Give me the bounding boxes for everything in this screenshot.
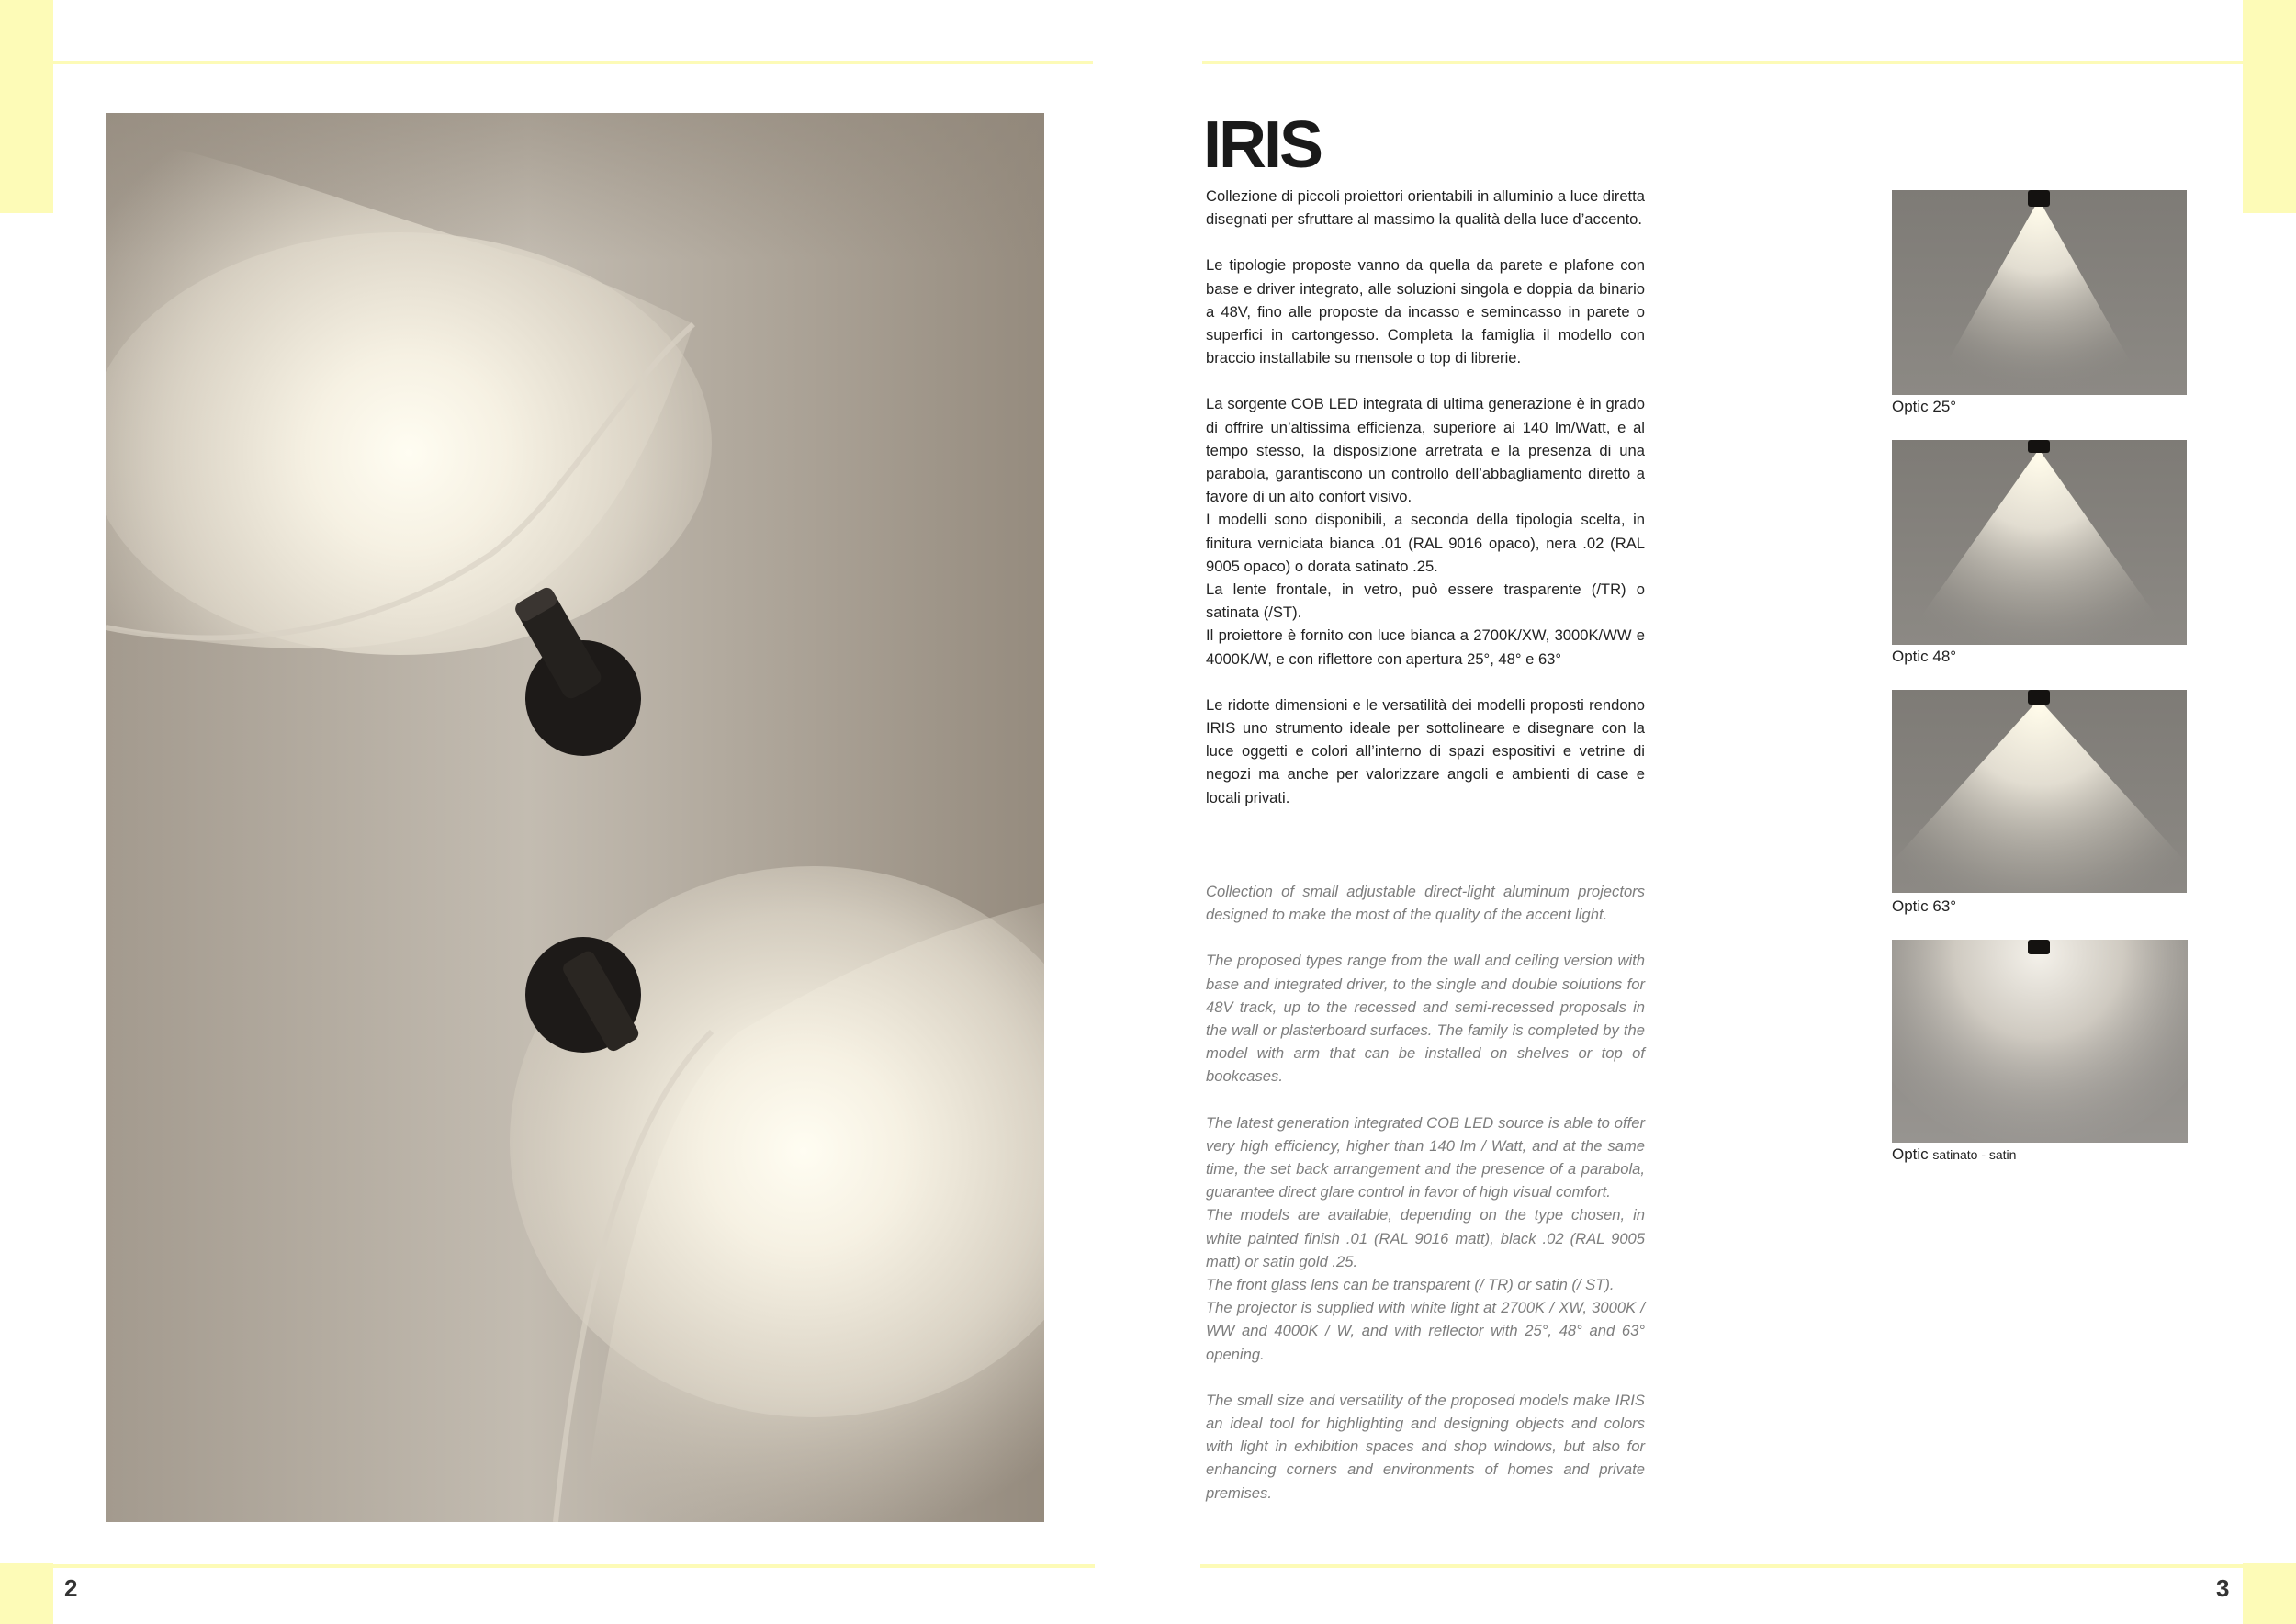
optic-satin-image xyxy=(1892,940,2188,1143)
optic-63-label xyxy=(1892,897,1956,916)
right-top-rule xyxy=(1202,61,2243,64)
page-number-right: 3 xyxy=(2216,1574,2230,1602)
optic-satin-label-suffix: satinato - satin xyxy=(1932,1147,2017,1162)
optic-satin-label xyxy=(1892,1145,2016,1164)
right-bottom-accent-bar xyxy=(2243,1563,2296,1624)
left-bottom-accent-bar xyxy=(0,1563,53,1624)
optic-25-image xyxy=(1892,190,2187,395)
italian-paragraph-types: Le tipologie proposte vanno da quella da parete e plafone con base e driver integrato, alle soluzioni singola e doppia da binario a 48V, fino alle proposte da incasso e semincasso in parete o superfici in cartongesso. Completa la famiglia il modello con braccio installabile su mensole o top di librerie. xyxy=(1206,256,1645,367)
right-top-accent-bar xyxy=(2243,0,2296,213)
english-paragraph-intro: Collection of small adjustable direct-light aluminum projectors designed to make the most of the quality of the accent light. xyxy=(1206,883,1645,924)
english-description xyxy=(1206,880,1645,1528)
italian-paragraph-light: Il proiettore è fornito con luce bianca a 2700K/XW, 3000K/WW e 4000K/W, e con riflettore con apertura 25°, 48° e 63° xyxy=(1206,626,1645,668)
italian-description xyxy=(1206,185,1645,832)
optic-25-label-text: Optic 25° xyxy=(1892,398,1957,415)
italian-paragraph-lens: La lente frontale, in vetro, può essere trasparente (/TR) o satinata (/ST). xyxy=(1206,581,1645,622)
right-bottom-rule xyxy=(1200,1564,2243,1568)
left-bottom-rule xyxy=(53,1564,1095,1568)
english-paragraph-finishes: The models are available, depending on the type chosen, in white painted finish .01 (RAL 9016 matt), black .02 (RAL 9005 matt) or satin gold .25. xyxy=(1206,1206,1645,1270)
optic-satin-label-text: Optic xyxy=(1892,1145,1933,1163)
optic-25-label xyxy=(1892,398,1956,416)
left-top-accent-bar xyxy=(0,0,53,213)
english-paragraph-lens: The front glass lens can be transparent (/ TR) or satin (/ ST). xyxy=(1206,1276,1615,1294)
italian-paragraph-finishes: I modelli sono disponibili, a seconda della tipologia scelta, in finitura verniciata bianca .01 (RAL 9016 opaco), nera .02 (RAL 9005 opaco) o dorata satinato .25. xyxy=(1206,511,1645,575)
product-photo-wall-lamps xyxy=(106,113,1044,1522)
product-title: IRIS xyxy=(1203,108,1322,182)
optic-63-image xyxy=(1892,690,2187,893)
page-number-left: 2 xyxy=(64,1574,78,1602)
optic-48-label xyxy=(1892,648,1956,666)
optic-48-label-text: Optic 48° xyxy=(1892,648,1957,665)
english-paragraph-light: The projector is supplied with white light at 2700K / XW, 3000K / WW and 4000K / W, and with reflector with 25°, 48° and 63° opening. xyxy=(1206,1299,1645,1363)
italian-paragraph-versatility: Le ridotte dimensioni e le versatilità dei modelli proposti rendono IRIS uno strumento ideale per sottolineare e disegnare con la luce oggetti e colori all’interno di spazi espositivi e vetrine di negozi ma anche per valorizzare angoli e ambienti di case e locali privati. xyxy=(1206,695,1645,806)
optic-48-image xyxy=(1892,440,2187,645)
italian-paragraph-led: La sorgente COB LED integrata di ultima generazione è in grado di offrire un’altissima efficienza, superiore ai 140 lm/Watt, e al tempo stesso, la disposizione arretrata e la presenza di una parabola, garantiscono un controllo dell’abbagliamento diretto a favore di un alto confort visivo. xyxy=(1206,395,1645,506)
optic-63-label-text: Optic 63° xyxy=(1892,897,1957,915)
english-paragraph-versatility: The small size and versatility of the proposed models make IRIS an ideal tool for highlighting and designing objects and colors with light in exhibition spaces and shop windows, but also for enhancing corners and environments of homes and private premises. xyxy=(1206,1391,1645,1502)
italian-paragraph-intro: Collezione di piccoli proiettori orientabili in alluminio a luce diretta disegnati per sfruttare al massimo la qualità della luce d’accento. xyxy=(1206,187,1645,229)
english-paragraph-types: The proposed types range from the wall and ceiling version with base and integrated driver, to the single and double solutions for 48V track, up to the recessed and semi-recessed proposals in the wall or plasterboard surfaces. The family is completed by the model with arm that can be installed on shelves or top of bookcases. xyxy=(1206,952,1645,1086)
left-top-rule xyxy=(53,61,1093,64)
english-paragraph-led: The latest generation integrated COB LED source is able to offer very high efficiency, higher than 140 lm / Watt, and at the same time, the set back arrangement and the presence of a parabola, guarantee direct glare control in favor of high visual comfort. xyxy=(1206,1113,1645,1201)
